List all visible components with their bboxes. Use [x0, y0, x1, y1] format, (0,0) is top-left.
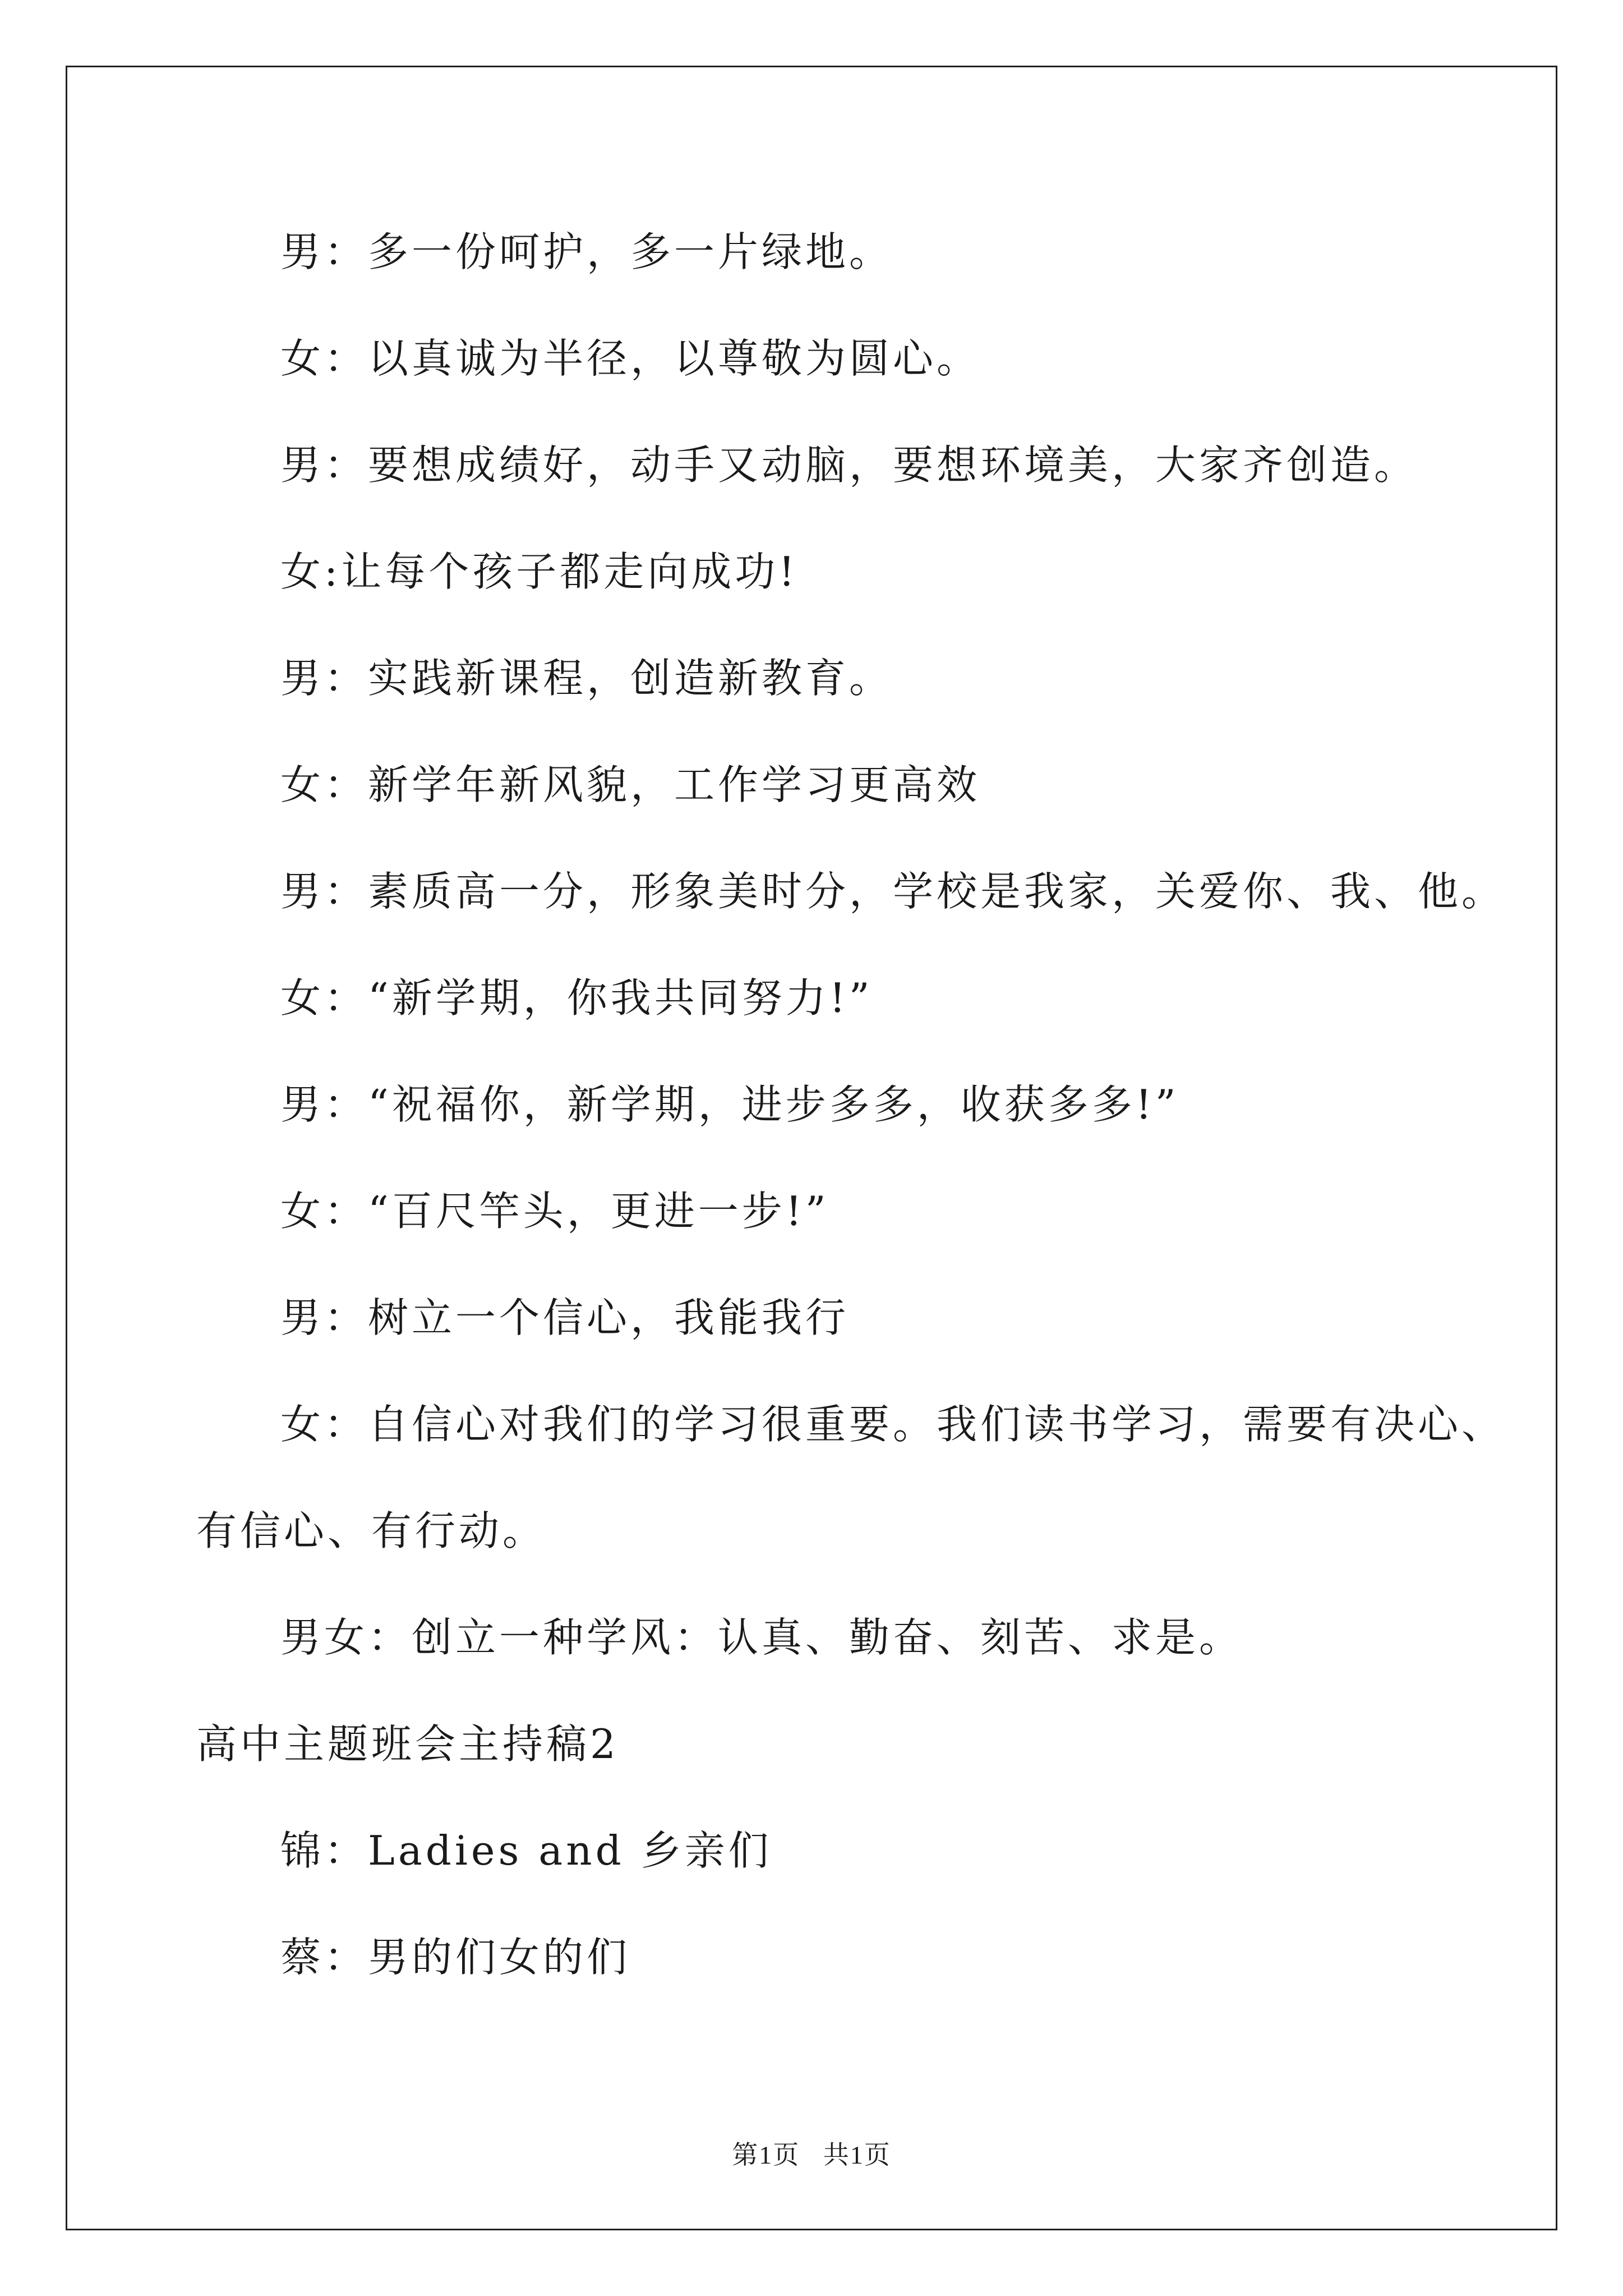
dialogue-line: 女:让每个孩子都走向成功!: [280, 548, 799, 595]
dialogue-line: 男：素质高一分，形象美时分，学校是我家，关爱你、我、他。: [280, 868, 1506, 915]
dialogue-line: 女：自信心对我们的学习很重要。我们读书学习，需要有决心、: [280, 1401, 1506, 1448]
dialogue-line: 锦：Ladies and 乡亲们: [280, 1827, 772, 1874]
dialogue-line: 男女：创立一种学风：认真、勤奋、刻苦、求是。: [280, 1614, 1243, 1661]
dialogue-line: 女：“新学期，你我共同努力!”: [280, 974, 873, 1022]
dialogue-line: 女：以真诚为半径，以尊敬为圆心。: [280, 335, 981, 382]
dialogue-line-continuation: 有信心、有行动。: [196, 1507, 547, 1554]
dialogue-line: 蔡：男的们女的们: [280, 1934, 631, 1981]
dialogue-line: 男：要想成绩好，动手又动脑，要想环境美，大家齐创造。: [280, 441, 1418, 489]
dialogue-line: 女：“百尺竿头，更进一步!”: [280, 1188, 829, 1235]
section-heading: 高中主题班会主持稿2: [196, 1720, 619, 1768]
dialogue-line: 男：“祝福你，新学期，进步多多，收获多多!”: [280, 1081, 1179, 1128]
page-border: [66, 66, 1557, 2230]
page-total: 共1页: [823, 2141, 891, 2169]
dialogue-line: 男：多一份呵护，多一片绿地。: [280, 228, 893, 275]
dialogue-line: 男：实践新课程，创造新教育。: [280, 655, 893, 702]
dialogue-line: 女：新学年新风貌，工作学习更高效: [280, 761, 981, 808]
page-footer: [0, 2134, 1623, 2171]
page-number: 第1页: [732, 2141, 800, 2169]
dialogue-line: 男：树立一个信心，我能我行: [280, 1294, 850, 1341]
